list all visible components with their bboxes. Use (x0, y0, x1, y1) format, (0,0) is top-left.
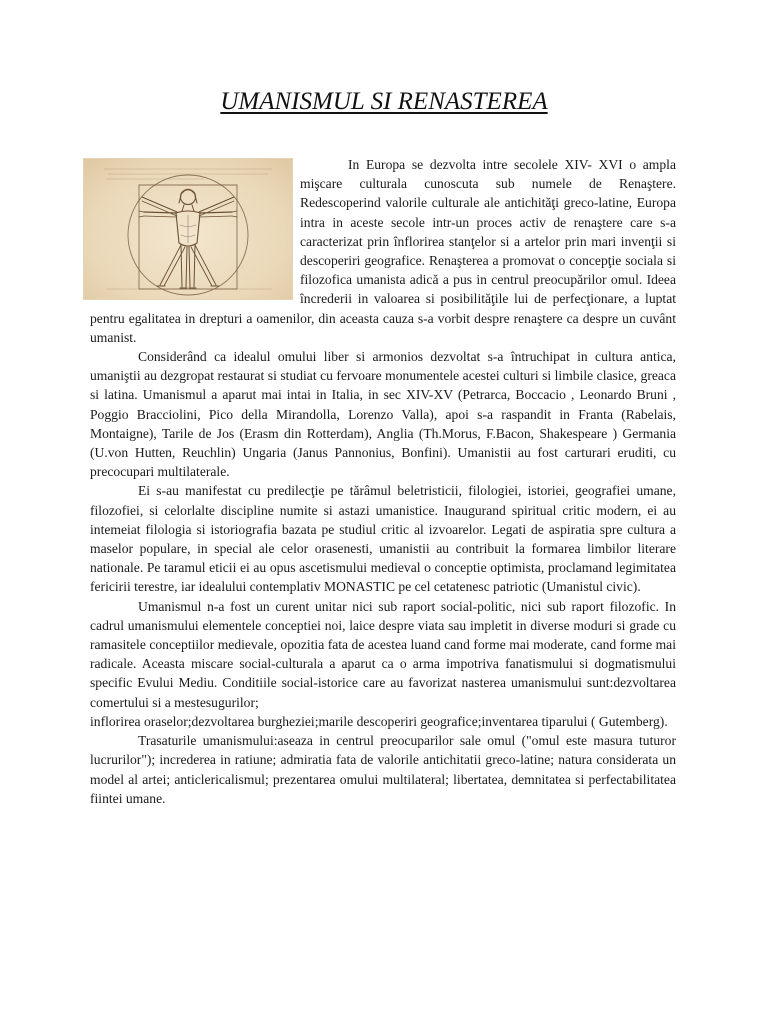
paragraph-5: inflorirea oraselor;dezvoltarea burgheziei;marile descoperiri geografice;inventarea tiparului ( Gutemberg). (90, 713, 668, 729)
paragraph-3: Ei s-au manifestat cu predilecţie pe tărâmul beletristicii, filologiei, istoriei, geografiei umane, filozofiei, si celorlalte discipline numite si astazi umanistice. Inaugurand spiritual critic modern, ei au intemeiat filologia si istoriografia bazata pe studiul critic al izvoarelor. Legati de aspiratia spre cultura a maselor populare, in special ale celor orasenesti, umanistii au contribuit la formarea limbilor literare nationale. Pe taramul eticii ei au opus ascetismului medieval o conceptie optimista, proclamand legimitatea fericirii terestre, iar idealului contemplativ MONASTIC pe cel cetatenesc patriotic (Umanistul civic). (90, 483, 676, 595)
paragraph-2: Considerând ca idealul omului liber si armonios dezvoltat s-a întruchipat in cultura antica, umaniştii au dezgropat restaurat si studiat cu fervoare monumentele acestei culturi si limbile clasice, greaca si latina. Umanismul a aparut mai intai in Italia, in sec XIV-XV (Petrarca, Boccacio , Leonardo Bruni , Poggio Bracciolini, Pico della Mirandolla, Lorenzo Valla), apoi s-a raspandit in Franta (Rabelais, Montaigne), Tarile de Jos (Erasm din Rotterdam), Anglia (Th.Morus, F.Bacon, Shakespeare ) Germania (U.von Hutten, Reuchlin) Ungaria (Janus Pannonius, Bonfini). Umanistii au fost carturari eruditi, cu precocupari multilaterale. (90, 349, 676, 480)
paragraph-1: In Europa se dezvolta intre secolele XIV- XVI o ampla mişcare culturala cunoscuta sub numele de Renaştere. Redescoperind valorile culturale ale antichităţi greco-latine, Europa intra in aceste secole intr-un proces activ de renaştere care s-a caracterizat prin înflorirea stanţelor si a artelor prin mari invenţii si descoperiri geografice. Renaşterea a promovat o concepţie sociala si filozofica umanista adică a pus in centrul preocupărilor omul. Ideea încrederii in valoarea si posibilităţile lui de perfecţionare, a luptat pentru egalitatea in drepturi a oamenilor, din aceasta cauza s-a vorbit despre renaştere ca despre un cuvânt umanist. (90, 157, 676, 345)
vitruvian-man-figure (84, 159, 292, 299)
paragraph-6: Trasaturile umanismului:aseaza in centrul preocuparilor sale omul ("omul este masura tuturor lucrurilor"); increderea in ratiune; admiratia fata de valorile antichitatii greco-latine; natura considerata un model al artei; anticlericalismul; prezentarea omului multilateral; libertatea, demnitatea si perfectabilitatea fiintei umane. (90, 733, 676, 806)
document-body (90, 155, 676, 808)
vitruvian-man-icon (84, 159, 292, 299)
document-title: UMANISMUL SI RENASTEREA (220, 88, 548, 115)
paragraph-4: Umanismul n-a fost un curent unitar nici sub raport social-politic, nici sub raport filozofic. In cadrul umanismului elementele conceptiei noi, laice despre viata sau impletit in diverse moduri si grade cu ramasitele conceptiilor medievale, opozitia fata de acestea luand cand forme mai moderate, cand forme mai radicale. Aceasta miscare social-culturala a aparut ca o arma impotriva fanatismului si dogmatismului specific Evului Mediu. Conditiile social-istorice care au favorizat nasterea umanismului sunt:dezvoltarea comertului si a mestesugurilor; (90, 598, 676, 710)
